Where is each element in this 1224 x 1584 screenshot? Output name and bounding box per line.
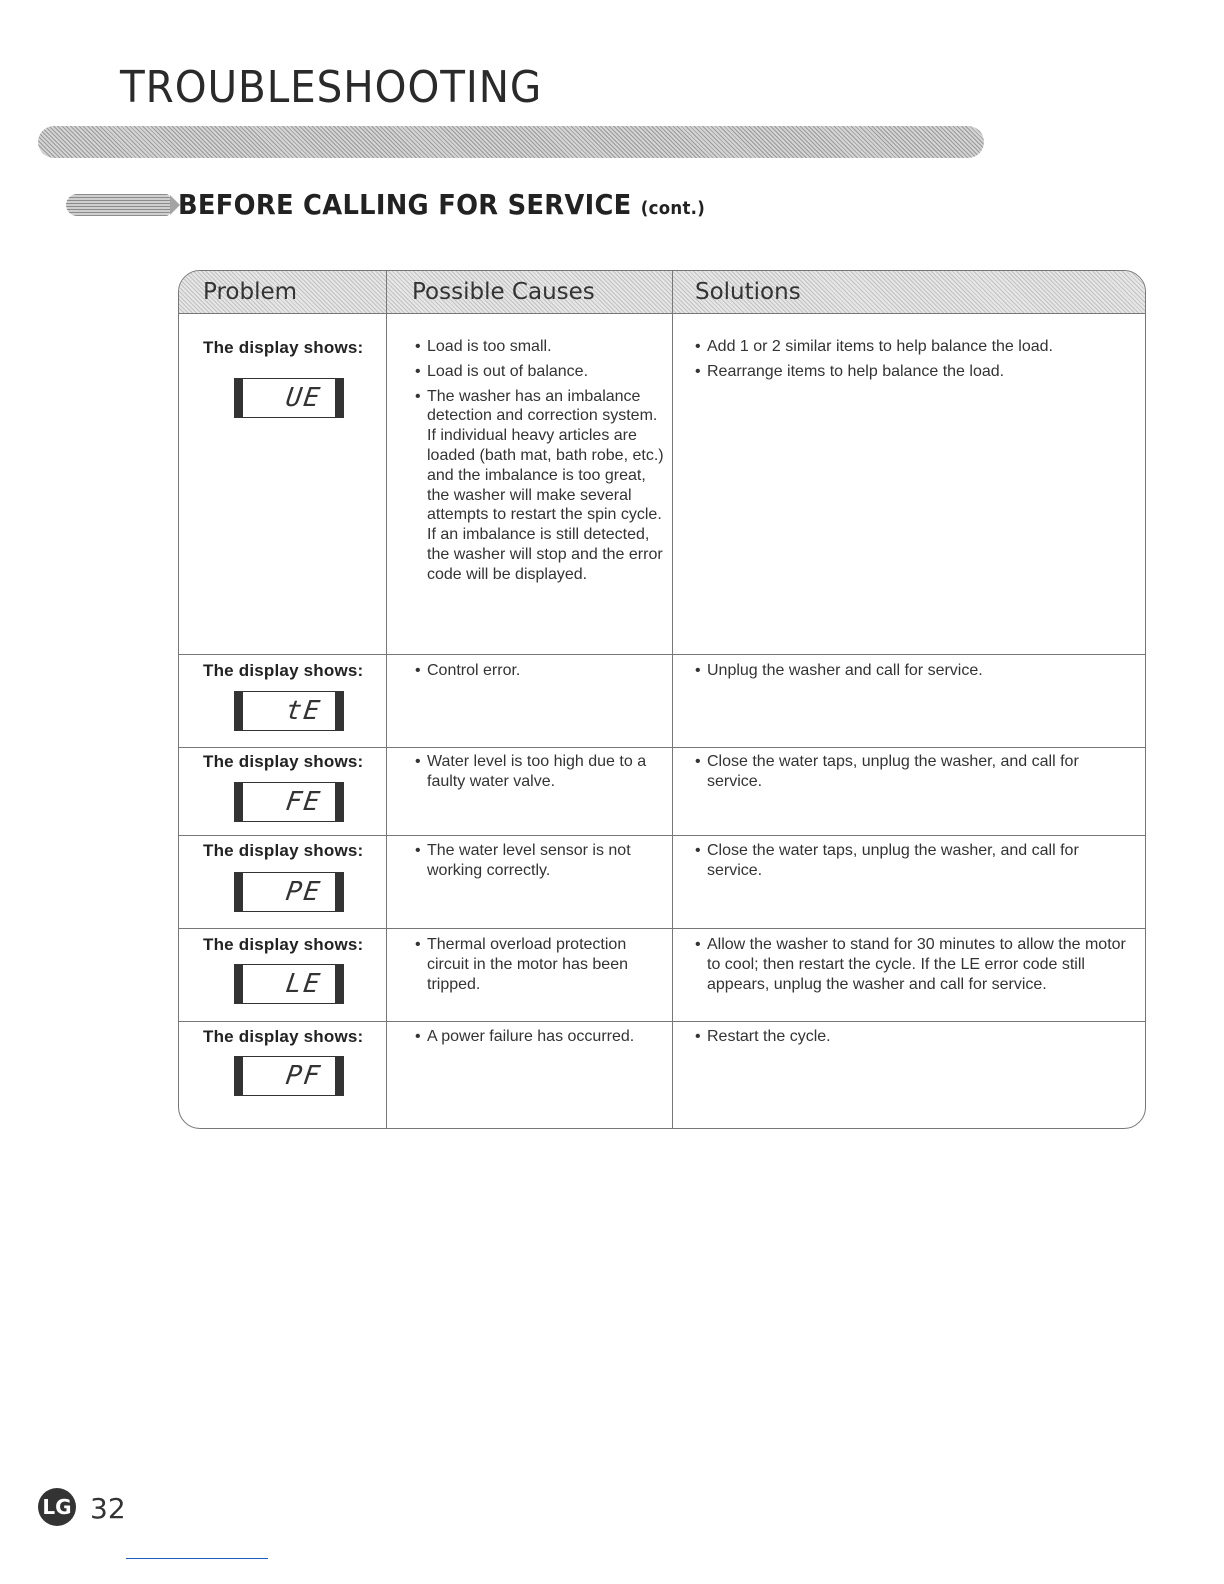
lg-logo-icon: LG <box>38 1488 76 1526</box>
section-heading-text: BEFORE CALLING FOR SERVICE <box>178 188 632 221</box>
list-item: • Close the water taps, unplug the washer, and call for service. <box>695 841 1115 881</box>
list-item: • Unplug the washer and call for service. <box>695 661 1135 681</box>
list-item: • Add 1 or 2 similar items to help balance the load. <box>695 337 1135 357</box>
solutions-list <box>695 337 1135 382</box>
list-item: • A power failure has occurred. <box>415 1027 667 1047</box>
problem-label: The display shows: <box>203 841 364 860</box>
title-divider-bar <box>38 126 984 158</box>
error-code: LE <box>283 969 324 999</box>
row-divider <box>179 928 1145 929</box>
error-display-icon <box>234 691 344 731</box>
causes-list <box>415 1027 667 1047</box>
section-arrow-icon <box>66 194 170 216</box>
list-item: • Close the water taps, unplug the washer, and call for service. <box>695 752 1115 792</box>
error-display-icon <box>234 964 344 1004</box>
error-code: FE <box>283 787 324 817</box>
row-divider <box>179 654 1145 655</box>
list-item: • Allow the washer to stand for 30 minutes to allow the motor to cool; then restart the cycle. If the LE error code still appears, unplug the washer and call for service. <box>695 935 1135 994</box>
causes-list <box>415 337 667 585</box>
causes-list <box>415 935 667 994</box>
section-heading <box>178 188 705 221</box>
list-item: • Restart the cycle. <box>695 1027 1135 1047</box>
causes-list <box>415 752 667 792</box>
problem-label: The display shows: <box>203 661 364 680</box>
error-code: PE <box>283 877 324 907</box>
solutions-list <box>695 752 1115 792</box>
causes-list <box>415 661 667 681</box>
list-item: • Rearrange items to help balance the load. <box>695 362 1135 382</box>
error-display-icon <box>234 782 344 822</box>
list-item: • Load is out of balance. <box>415 362 667 382</box>
footer-rule <box>126 1558 268 1559</box>
header-solutions: Solutions <box>695 279 801 305</box>
error-code: tE <box>283 696 324 726</box>
header-problem: Problem <box>203 279 298 305</box>
section-heading-suffix: (cont.) <box>640 198 706 219</box>
column-divider <box>386 271 387 1128</box>
troubleshooting-table <box>178 270 1146 1129</box>
list-item: • Thermal overload protection circuit in the motor has been tripped. <box>415 935 667 994</box>
list-item: • Control error. <box>415 661 667 681</box>
list-item: • Water level is too high due to a faulty water valve. <box>415 752 667 792</box>
error-display-icon <box>234 872 344 912</box>
header-causes: Possible Causes <box>412 279 595 305</box>
solutions-list <box>695 841 1115 881</box>
list-item: • Load is too small. <box>415 337 667 357</box>
problem-label: The display shows: <box>203 338 364 357</box>
row-divider <box>179 747 1145 748</box>
causes-list <box>415 841 667 881</box>
error-display-icon <box>234 1056 344 1096</box>
solutions-list <box>695 661 1135 681</box>
error-display-icon <box>234 378 344 418</box>
page-number: 32 <box>90 1492 126 1525</box>
list-item: • The water level sensor is not working correctly. <box>415 841 667 881</box>
solutions-list <box>695 1027 1135 1047</box>
row-divider <box>179 835 1145 836</box>
solutions-list <box>695 935 1135 994</box>
table-header-row <box>179 271 1145 314</box>
problem-label: The display shows: <box>203 752 364 771</box>
row-divider <box>179 1021 1145 1022</box>
error-code: PF <box>283 1061 324 1091</box>
problem-label: The display shows: <box>203 935 364 954</box>
list-item: • The washer has an imbalance detection and correction system. If individual heavy articles are loaded (bath mat, bath robe, etc.) and the imbalance is too great, the washer will make several attempts to restart the spin cycle. If an imbalance is still detected, the washer will stop and the error code will be displayed. <box>415 387 667 585</box>
error-code: UE <box>283 383 324 413</box>
problem-label: The display shows: <box>203 1027 364 1046</box>
page-title: TROUBLESHOOTING <box>120 62 543 113</box>
column-divider <box>672 271 673 1128</box>
